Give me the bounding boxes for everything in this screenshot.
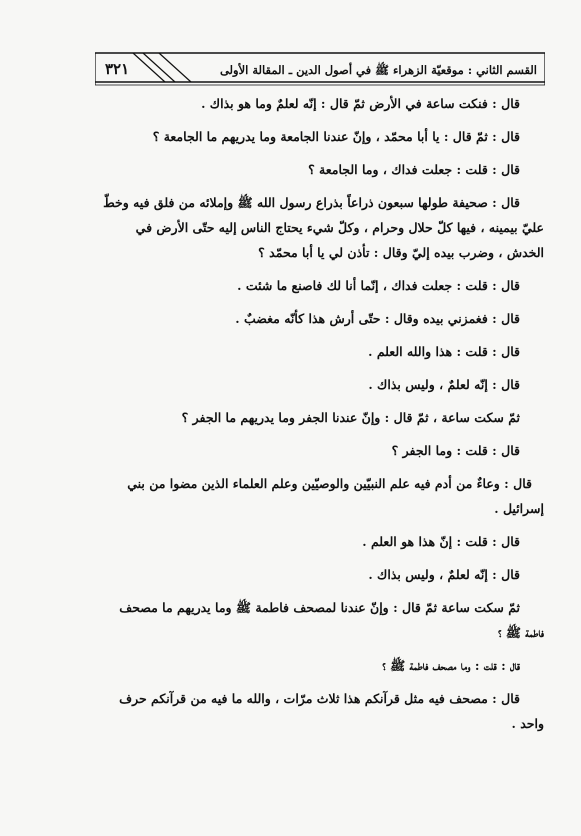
paragraph [78,657,544,675]
paragraph [78,95,544,113]
text-line: قال : فنكت ساعة في الأرض ثمّ قال : إنّه لعلمٌ وما هو بذاك . [201,96,520,111]
paragraph [78,599,544,642]
paragraph [78,161,544,179]
text-line: قال : قلت : وما مصحف فاطمة ﷺ ؟ [382,658,520,673]
text-line: ثمّ سكت ساعة ثمّ قال : وإنّ عندنا لمصحف فاطمة ﷺ وما يدريهم ما مصحف [119,600,520,615]
text-line: واحد . [511,716,544,731]
text-line: قال : قلت : هذا والله العلم . [368,344,520,359]
text-line: قال : قلت : إنّ هذا هو العلم . [362,534,520,549]
text-line: عليّ بيمينه ، فيها كلّ حلال وحرام ، وكلّ شيء يحتاج الناس إليه حتّى الأرض في [135,220,544,235]
paragraph [78,409,544,427]
paragraph [78,475,544,518]
paragraph [78,343,544,361]
paragraph [78,566,544,584]
text-line: قال : إنّه لعلمٌ ، وليس بذاك . [368,377,520,392]
text-line: قال : قلت : جعلت فداك ، إنّما أنا لك فاصنع ما شئت . [237,278,520,293]
text-line: الخدش ، وضرب بيده إليّ وقال : تأذن لي يا أبا محمّد ؟ [258,245,544,260]
text-line: قال : فغمزني بيده وقال : حتّى أرش هذا كأنّه مغضبٌ . [235,311,520,326]
paragraph [78,128,544,146]
text-line: قال : قلت : جعلت فداك ، وما الجامعة ؟ [308,162,520,177]
text-line: فاطمة ﷺ ؟ [498,625,544,640]
paragraph [78,533,544,551]
body-text [78,95,544,748]
header-title: القسم الثاني : موقعيّة الزهراء ﷺ في أصول الدين ـ المقالة الأولى [219,63,537,77]
paragraph [78,442,544,460]
text-line: إسرائيل . [494,501,544,516]
text-line: قال : مصحف فيه مثل قرآنكم هذا ثلاث مرّات ، والله ما فيه من قرآنكم حرف [119,691,520,706]
text-line: قال : صحيفة طولها سبعون ذراعاً بذراع رسول الله ﷺ وإملائه من فلق فيه وخطّ [103,195,520,210]
text-line: ثمّ سكت ساعة ، ثمّ قال : وإنّ عندنا الجفر وما يدريهم ما الجفر ؟ [181,410,520,425]
paragraph [78,194,544,262]
paragraph [78,310,544,328]
paragraph [78,690,544,733]
paragraph [78,376,544,394]
text-line: قال : إنّه لعلمٌ ، وليس بذاك . [368,567,520,582]
text-line: قال : قلت : وما الجفر ؟ [391,443,520,458]
text-line: قال : ثمّ قال : يا أبا محمّد ، وإنّ عندنا الجامعة وما يدريهم ما الجامعة ؟ [152,129,520,144]
text-line: قال : وعاءٌ من أدم فيه علم النبيّين والوصيّين وعلم العلماء الذين مضوا من بني [127,476,532,491]
page-header [95,50,545,86]
page-number: ٣٢١ [105,60,130,78]
paragraph [78,277,544,295]
